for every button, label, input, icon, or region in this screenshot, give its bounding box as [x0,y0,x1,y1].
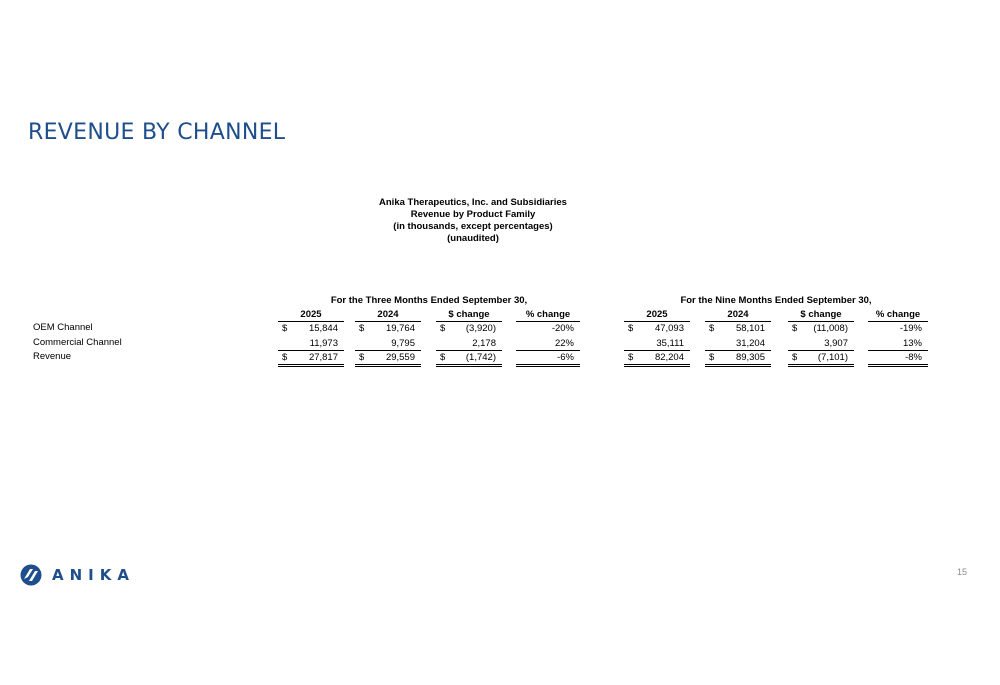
currency-symbol: $ [628,323,634,334]
table-cell [436,337,502,351]
currency-symbol: $ [709,352,715,363]
cell-value: 19,764 [385,323,415,334]
cell-value: 22% [554,338,574,349]
currency-symbol: $ [628,352,634,363]
table-cell [278,337,344,351]
cell-value: 2,178 [472,338,496,349]
anika-logo [20,564,135,586]
company-name: Anika Therapeutics, Inc. and Subsidiaries [379,197,567,208]
table-cell [516,337,580,351]
cell-value: 11,973 [309,338,338,349]
column-header: % change [516,309,580,322]
period-nine-months: For the Nine Months Ended September 30, [680,295,872,306]
cell-value: (1,742) [465,352,496,363]
cell-value: 29,559 [385,352,415,363]
table-cell [355,322,421,335]
cell-value: 27,817 [308,352,338,363]
table-cell [436,322,502,335]
audit-note: (unaudited) [447,233,499,244]
page-number: 15 [956,567,967,577]
cell-value: (7,101) [817,352,848,363]
table-cell [788,351,854,367]
cell-value: 15,844 [308,323,338,334]
cell-value: (11,008) [813,323,848,334]
column-header: % change [868,309,928,322]
table-cell [788,337,854,351]
row-revenue-label: Revenue [33,351,72,362]
row-commercial-channel-label: Commercial Channel [33,337,122,348]
table-cell [705,337,771,351]
currency-symbol: $ [709,323,715,334]
currency-symbol: $ [359,323,365,334]
table-cell [355,351,421,367]
cell-value: -6% [557,352,574,363]
table-cell [278,322,344,335]
table-cell [624,322,690,335]
slide-title: REVENUE BY CHANNEL [28,120,286,145]
units-note: (in thousands, except percentages) [393,221,553,232]
cell-value: -20% [551,323,574,334]
currency-symbol: $ [792,352,798,363]
column-header: $ change [788,309,854,322]
table-cell [278,351,344,367]
table-cell [868,337,928,351]
column-header: $ change [436,309,502,322]
table-cell [868,351,928,367]
table-cell [705,322,771,335]
column-header: 2025 [278,309,344,322]
table-header [0,197,946,245]
table-cell [705,351,771,367]
column-header: 2024 [705,309,771,322]
anika-logo-mark-icon [20,564,42,586]
cell-value: 58,101 [735,323,765,334]
table-cell [624,337,690,351]
table-cell [436,351,502,367]
currency-symbol: $ [792,323,798,334]
table-cell [355,337,421,351]
currency-symbol: $ [282,352,288,363]
column-header: 2024 [355,309,421,322]
cell-value: 31,204 [735,338,765,349]
table-cell [624,351,690,367]
table-subtitle: Revenue by Product Family [410,209,536,220]
column-header: 2025 [624,309,690,322]
logo-text: ANIKA [52,566,135,584]
currency-symbol: $ [440,352,446,363]
table-cell [516,322,580,335]
table-cell [788,322,854,335]
currency-symbol: $ [282,323,288,334]
table-cell [516,351,580,367]
cell-value: 82,204 [654,352,684,363]
table-cell [868,322,928,335]
currency-symbol: $ [359,352,365,363]
cell-value: 47,093 [654,323,684,334]
cell-value: 13% [902,338,922,349]
cell-value: -8% [905,352,922,363]
cell-value: -19% [899,323,922,334]
currency-symbol: $ [440,323,446,334]
cell-value: 89,305 [735,352,765,363]
cell-value: (3,920) [465,323,496,334]
cell-value: 9,795 [391,338,415,349]
period-three-months: For the Three Months Ended September 30, [330,295,528,306]
row-oem-channel-label: OEM Channel [33,322,93,333]
cell-value: 35,111 [656,338,684,349]
cell-value: 3,907 [824,338,848,349]
